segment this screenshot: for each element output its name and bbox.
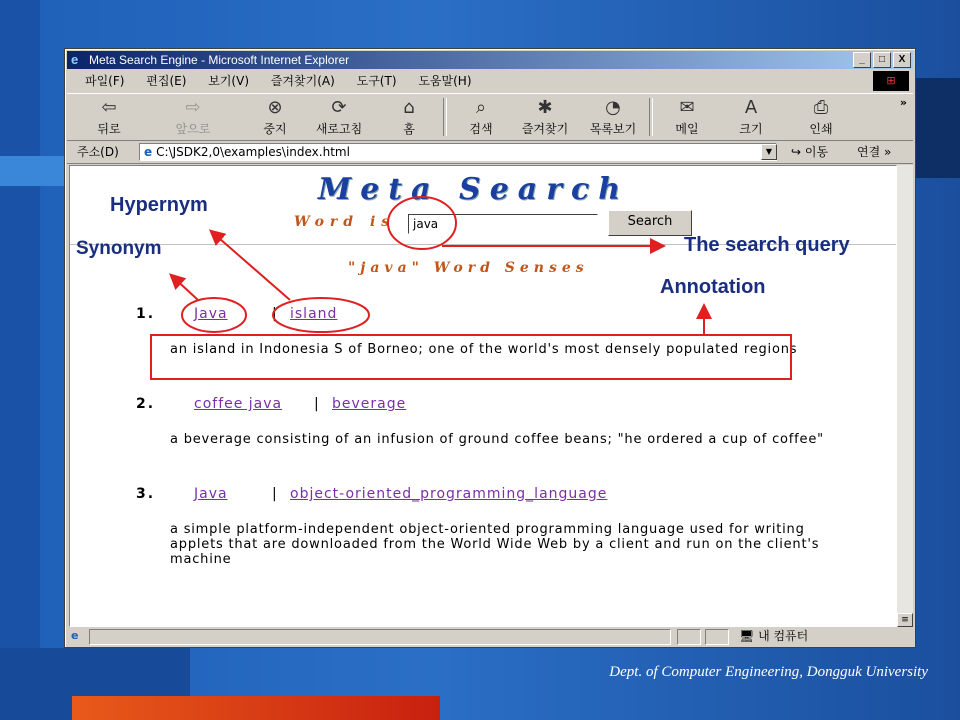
refresh-button[interactable] (311, 96, 367, 137)
status-bar (67, 627, 913, 645)
synonym-link[interactable]: Java (194, 306, 228, 322)
address-dropdown-icon[interactable]: ▼ (761, 144, 777, 160)
hypernym-link[interactable]: object-oriented_programming_language (290, 486, 608, 502)
search-icon: ⌕ (475, 97, 487, 118)
favorites-button[interactable] (517, 96, 573, 137)
history-label: 목록보기 (589, 122, 637, 136)
synonym-link[interactable]: coffee java (194, 396, 283, 412)
refresh-label: 새로고침 (315, 122, 363, 136)
history-icon: ◔ (605, 97, 621, 118)
page-title: Meta Search (318, 172, 630, 207)
maximize-button[interactable]: □ (873, 52, 891, 68)
status-text-pane (89, 629, 671, 645)
slide-bottom-red-bar (72, 696, 440, 720)
menu-help[interactable]: 도움말(H) (418, 74, 472, 88)
links-label: 연결 (857, 145, 881, 159)
link-separator: | (314, 396, 319, 412)
stop-label: 중지 (263, 122, 287, 136)
slide-left-band (0, 0, 40, 720)
menu-edit[interactable]: 편집(E) (146, 74, 187, 88)
home-button[interactable] (381, 96, 437, 137)
stop-button[interactable] (247, 96, 303, 137)
refresh-icon: ⟳ (331, 97, 347, 118)
links-button[interactable]: 연결 » (857, 145, 892, 159)
vertical-scrollbar[interactable] (897, 165, 913, 627)
hypernym-annotation-label: Hypernym (110, 194, 208, 216)
page-icon: e (144, 145, 153, 159)
search-toolbar-button[interactable] (453, 96, 509, 137)
link-separator: | (272, 486, 277, 502)
computer-icon: 🖥 (739, 629, 755, 643)
zone-label: 내 컴퓨터 (758, 629, 809, 643)
title-bar (67, 51, 913, 69)
sense-number: 1. (136, 306, 156, 322)
address-bar (67, 141, 913, 164)
mail-button[interactable] (659, 96, 715, 137)
synonym-annotation-label: Synonym (76, 238, 162, 259)
minimize-button[interactable]: _ (853, 52, 871, 68)
toolbar-separator (649, 98, 653, 136)
forward-button[interactable] (165, 96, 221, 137)
size-label: 크기 (739, 122, 763, 136)
go-label: 이동 (804, 145, 829, 159)
window-title: Meta Search Engine - Microsoft Internet Explorer (89, 53, 350, 67)
sense-number: 3. (136, 486, 156, 502)
synonym-link[interactable]: Java (194, 486, 228, 502)
close-button[interactable]: X (893, 52, 911, 68)
favorites-icon: ✱ (537, 97, 553, 118)
search-button[interactable]: Search (608, 210, 692, 236)
menu-bar (67, 71, 913, 91)
history-button[interactable] (585, 96, 641, 137)
sense-gloss: an island in Indonesia S of Borneo; one of the world's most densely populated regions (170, 342, 798, 357)
back-label: 뒤로 (97, 122, 121, 136)
stop-icon: ⊗ (267, 97, 283, 118)
sense-gloss: a beverage consisting of an infusion of ground coffee beans; "he ordered a cup of coffee" (170, 432, 824, 447)
go-arrow-icon: ↪ (791, 145, 802, 159)
windows-logo-icon: ⊞ (873, 71, 909, 91)
mail-icon: ✉ (679, 97, 695, 118)
annotation-label: Annotation (660, 276, 766, 298)
link-separator: | (272, 306, 277, 322)
ie-logo-icon: e (71, 52, 79, 67)
senses-heading: "java" Word Senses (348, 260, 589, 276)
forward-arrow-icon: ⇨ (185, 97, 201, 118)
printer-icon: ⎙ (813, 97, 829, 118)
status-pane (705, 629, 729, 645)
toolbar-separator (443, 98, 447, 136)
print-button[interactable] (793, 96, 849, 137)
hypernym-link[interactable]: island (290, 306, 338, 322)
word-is-label: Word is (294, 214, 396, 230)
address-label: 주소(D) (77, 145, 119, 159)
toolbar (67, 93, 913, 141)
forward-label: 앞으로 (175, 122, 211, 136)
print-label: 인쇄 (809, 122, 833, 136)
sense-number: 2. (136, 396, 156, 412)
font-size-button[interactable] (723, 96, 779, 137)
slide-accent-stripe (0, 156, 64, 186)
toolbar-more-chevron-icon[interactable]: » (899, 96, 907, 109)
menu-file[interactable]: 파일(F) (85, 74, 125, 88)
footer-credit: Dept. of Computer Engineering, Dongguk University (609, 664, 928, 680)
go-button[interactable] (791, 141, 828, 163)
status-pane (677, 629, 701, 645)
font-size-icon: A (744, 97, 758, 118)
mail-label: 메일 (675, 122, 699, 136)
menu-favorites[interactable]: 즐겨찾기(A) (270, 74, 335, 88)
home-icon: ⌂ (403, 97, 415, 118)
menu-view[interactable]: 보기(V) (208, 74, 250, 88)
search-label: 검색 (469, 122, 493, 136)
slide-right-block (916, 78, 960, 178)
address-input[interactable] (139, 143, 777, 161)
back-button[interactable] (81, 96, 137, 137)
sense-gloss: a simple platform-independent object-oriented programming language used for writing applets that are downloaded from the World Wide Web by a client and run on the client's machine (170, 522, 820, 567)
menu-tools[interactable]: 도구(T) (356, 74, 397, 88)
search-query-annotation-label: The search query (684, 234, 850, 256)
address-url: C:\JSDK2,0\examples\index.html (156, 145, 350, 159)
hypernym-link[interactable]: beverage (332, 396, 407, 412)
back-arrow-icon: ⇦ (101, 97, 117, 118)
browser-window (64, 48, 916, 648)
resize-grip-icon[interactable]: ≡ (897, 613, 913, 627)
search-input[interactable]: java (408, 214, 598, 234)
security-zone (739, 627, 808, 645)
home-label: 홈 (403, 122, 415, 136)
page-status-icon: e (71, 629, 79, 642)
favorites-label: 즐겨찾기 (521, 122, 569, 136)
